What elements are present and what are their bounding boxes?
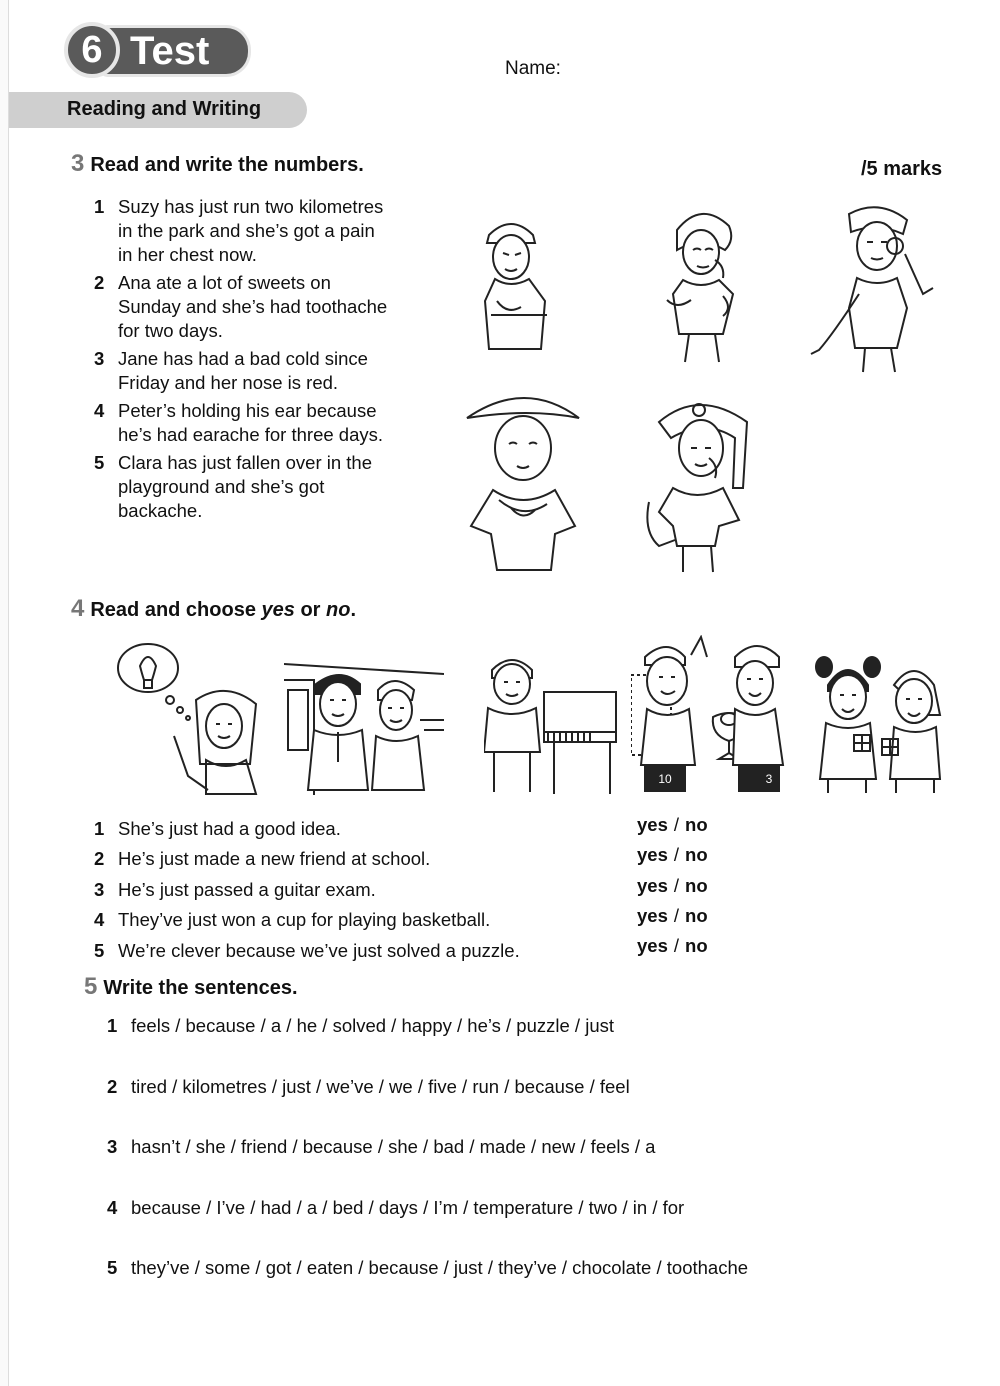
jersey-number-left: 10 xyxy=(658,772,672,786)
name-label: Name: xyxy=(505,58,561,79)
yes-no-choice[interactable]: yes / no xyxy=(637,875,708,896)
jersey-number-right: 3 xyxy=(765,772,773,786)
list-item: 1 feels / because / a / he / solved / happy / he’s / puzzle / just xyxy=(107,1015,614,1036)
list-item: 4 because / I’ve / had / a / bed / days / I’m / temperature / two / in / for xyxy=(107,1196,685,1218)
yes-option[interactable]: yes xyxy=(637,814,668,835)
yes-option[interactable]: yes xyxy=(637,875,668,896)
list-item: 2 Ana ate a lot of sweets on Sunday and she’s had toothache for two days. xyxy=(94,272,388,341)
no-option[interactable]: no xyxy=(685,905,708,926)
no-option[interactable]: no xyxy=(685,935,708,956)
section-banner xyxy=(9,92,307,128)
list-item: 2 tired / kilometres / just / we’ve / we / five / run / because / feel xyxy=(107,1075,630,1097)
marks-label: /5 marks xyxy=(861,158,943,180)
badge-word: Test xyxy=(130,29,210,73)
badge-number: 6 xyxy=(64,22,120,78)
boy-piano-illustration xyxy=(484,652,619,795)
yes-no-choice[interactable]: yes / no xyxy=(637,935,708,956)
girl-toothache-illustration xyxy=(649,200,754,365)
boys-friends-illustration xyxy=(284,660,444,795)
girl-backache-illustration xyxy=(639,392,759,577)
section-5-list xyxy=(107,1014,867,1280)
list-item: 4 They’ve just won a cup for playing basketball. xyxy=(94,909,491,931)
no-option[interactable]: no xyxy=(685,844,708,865)
list-item: 4 Peter’s holding his ear because he’s had earache for three days. xyxy=(94,400,383,445)
no-italic: no xyxy=(326,599,351,621)
girl-idea-illustration xyxy=(114,640,264,795)
no-option[interactable]: no xyxy=(685,875,708,896)
yes-option[interactable]: yes xyxy=(637,935,668,956)
worksheet-page xyxy=(8,0,1000,1386)
section-5-title xyxy=(84,973,298,1001)
list-item: 3 Jane has had a bad cold since Friday and her nose is red. xyxy=(94,348,368,393)
section-3-heading: Read and write the numbers. xyxy=(90,154,364,176)
yes-italic: yes xyxy=(261,599,295,621)
section-4-title: 4 Read and choose yes or no. xyxy=(71,595,357,622)
section-4-number: 4 xyxy=(71,595,85,622)
list-item: 2 He’s just made a new friend at school. xyxy=(94,848,431,870)
girls-puzzle-illustration xyxy=(814,655,944,795)
list-item: 3 He’s just passed a guitar exam. xyxy=(94,878,376,900)
kids-trophy-illustration xyxy=(631,635,789,795)
list-item: 5 We’re clever because we’ve just solved a puzzle. xyxy=(94,939,520,961)
list-item: 5 they’ve / some / got / eaten / because / just / they’ve / chocolate / toothache xyxy=(107,1257,749,1279)
girl-earache-illustration xyxy=(809,198,944,376)
section-5-heading: Write the sentences. xyxy=(103,977,298,999)
yes-no-choice[interactable]: yes / no xyxy=(637,814,708,835)
yes-no-choice[interactable]: yes / no xyxy=(637,844,708,865)
section-3-list xyxy=(94,195,434,523)
no-option[interactable]: no xyxy=(685,814,708,835)
boy-chest-pain-illustration xyxy=(459,205,564,357)
test-badge xyxy=(64,22,250,80)
yes-option[interactable]: yes xyxy=(637,844,668,865)
list-item: 5 Clara has just fallen over in the playground and she’s got backache. xyxy=(94,452,372,521)
section-3-number: 3 xyxy=(71,150,85,177)
yes-option[interactable]: yes xyxy=(637,905,668,926)
section-5-number: 5 xyxy=(84,973,98,1000)
list-item: 3 hasn’t / she / friend / because / she / bad / made / new / feels / a xyxy=(107,1136,656,1158)
section-3-title xyxy=(71,150,364,178)
banner-label: Reading and Writing xyxy=(67,98,262,120)
list-item: 1 Suzy has just run two kilometres in the park and she’s got a pain in her chest now. xyxy=(94,196,384,265)
yes-no-choice[interactable]: yes / no xyxy=(637,905,708,926)
girl-cold-illustration xyxy=(459,390,589,575)
section-4-list xyxy=(94,814,614,966)
list-item: 1 She’s just had a good idea. xyxy=(94,818,341,839)
